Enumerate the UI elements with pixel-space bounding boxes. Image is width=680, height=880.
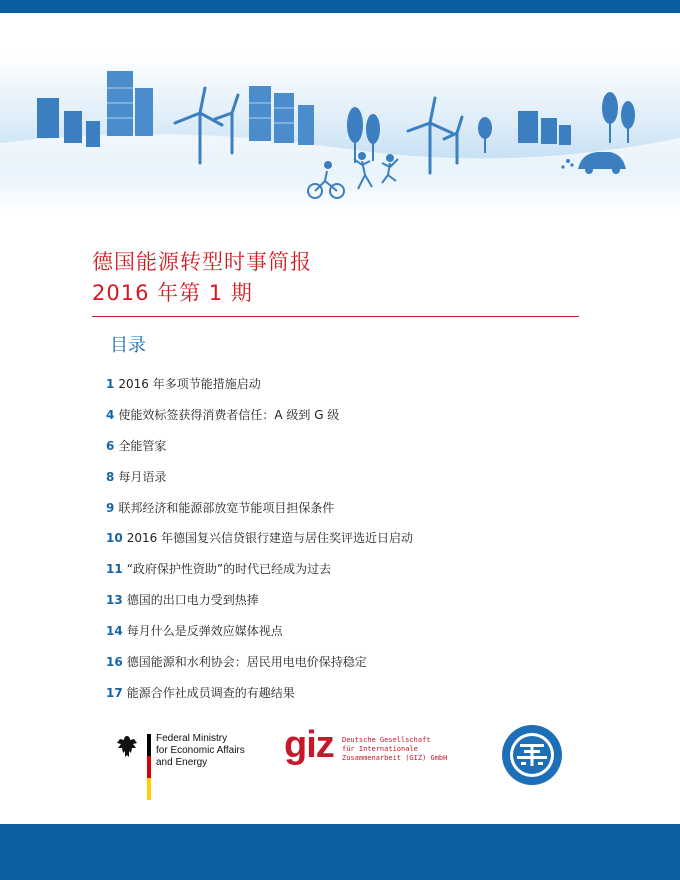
toc-item[interactable] [106, 529, 413, 560]
giz-line: Deutsche Gesellschaft [342, 736, 431, 744]
toc-heading: 目录 [110, 335, 146, 356]
giz-line: Zusammenarbeit (GIZ) GmbH [342, 754, 448, 762]
toc-item-text: 全能管家 [118, 438, 167, 453]
toc-item[interactable] [106, 468, 413, 499]
toc-item-text: 能源合作社成员调查的有趣结果 [126, 685, 295, 700]
newsletter-issue: 2016 年第 1 期 [92, 281, 253, 305]
newsletter-title: 德国能源转型时事简报 [92, 250, 312, 274]
banner-illustration [0, 13, 680, 213]
german-flag-icon [147, 734, 151, 800]
toc-item[interactable] [106, 437, 413, 468]
table-of-contents [106, 375, 413, 715]
bottom-color-bar [0, 824, 680, 880]
title-divider [92, 316, 579, 317]
toc-item-text: 使能效标签获得消费者信任：A 级到 G 级 [118, 407, 340, 422]
toc-item[interactable] [106, 653, 413, 684]
toc-item[interactable] [106, 375, 413, 406]
toc-page-number: 4 [106, 407, 115, 422]
toc-item-text: 每月什么是反弹效应媒体视点 [126, 624, 283, 639]
giz-line: für Internationale [342, 745, 418, 753]
toc-item[interactable] [106, 499, 413, 530]
giz-logo [284, 724, 454, 774]
top-color-bar [0, 0, 680, 13]
toc-page-number: 13 [106, 593, 123, 608]
toc-item-text: 2016 年多项节能措施启动 [118, 377, 261, 391]
toc-page-number: 14 [106, 624, 123, 639]
toc-page-number: 11 [106, 562, 123, 577]
toc-item-text: 联邦经济和能源部放宽节能项目担保条件 [118, 500, 335, 515]
giz-wordmark: giz [284, 724, 334, 766]
toc-page-number: 16 [106, 655, 123, 670]
toc-item-text: 每月语录 [118, 469, 167, 484]
toc-item-text: 2016 年德国复兴信贷银行建造与居住奖评选近日启动 [126, 531, 414, 546]
toc-page-number: 8 [106, 469, 115, 484]
bmwi-line: Federal Ministry [156, 733, 228, 744]
toc-item[interactable] [106, 406, 413, 437]
eagle-icon [114, 734, 140, 760]
bmwi-logo [110, 730, 250, 800]
toc-page-number: 1 [106, 377, 115, 391]
toc-item-text: 德国的出口电力受到热捧 [126, 593, 259, 608]
toc-page-number: 10 [106, 531, 123, 546]
toc-page-number: 9 [106, 500, 115, 515]
seal-icon [501, 724, 563, 786]
toc-item-text: “政府保护性资助”的时代已经成为过去 [126, 562, 332, 577]
toc-item-text: 德国能源和水利协会：居民用电电价保持稳定 [126, 655, 367, 670]
toc-item[interactable] [106, 622, 413, 653]
bmwi-line: for Economic Affairs [156, 745, 245, 756]
toc-item[interactable] [106, 591, 413, 622]
bmwi-line: and Energy [156, 757, 208, 768]
toc-page-number: 6 [106, 438, 115, 453]
toc-page-number: 17 [106, 685, 123, 700]
toc-item[interactable] [106, 560, 413, 591]
toc-item[interactable] [106, 684, 413, 715]
